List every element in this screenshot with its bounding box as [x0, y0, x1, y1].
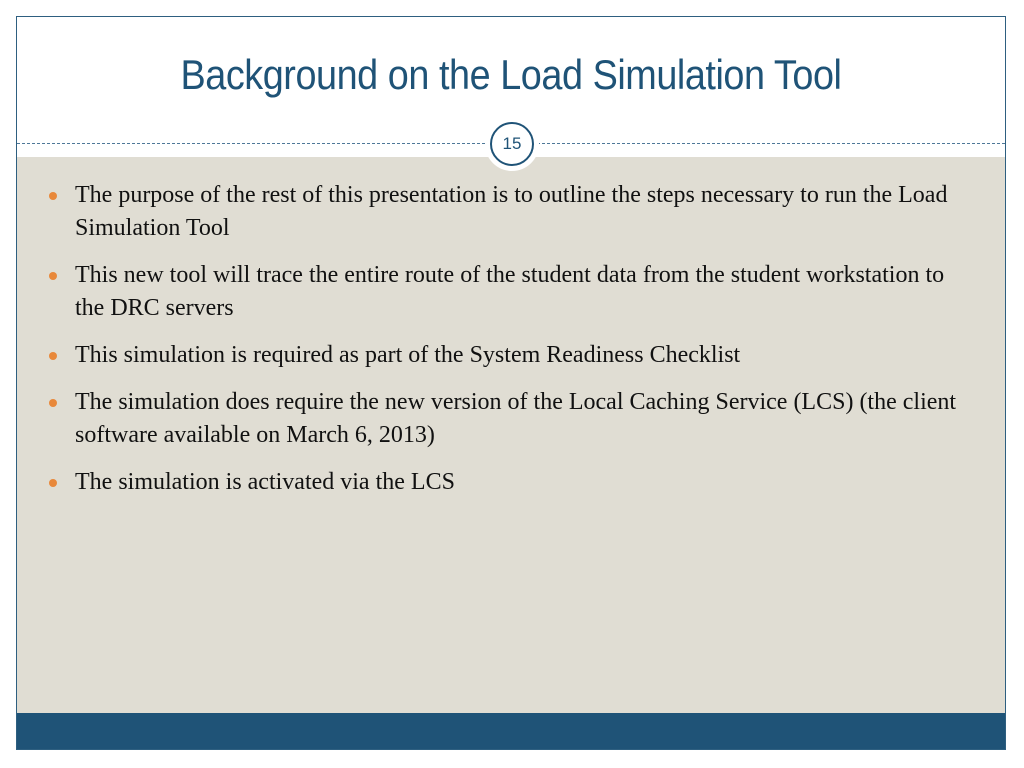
- bullet-icon: [49, 352, 57, 360]
- bullet-icon: [49, 399, 57, 407]
- bullet-icon: [49, 192, 57, 200]
- bullet-text: The simulation does require the new version of the Local Caching Service (LCS) (the client software available on March 6, 2013): [75, 389, 957, 448]
- footer-bar: [17, 713, 1005, 749]
- bullet-list: [49, 179, 969, 513]
- bullet-icon: [49, 272, 57, 280]
- slide-title: Background on the Load Simulation Tool: [180, 51, 842, 98]
- slide-number-badge: [485, 117, 539, 171]
- bullet-item: [49, 339, 969, 372]
- bullet-text: This new tool will trace the entire route of the student data from the student workstation to the DRC servers: [75, 262, 945, 321]
- bullet-text: The simulation is activated via the LCS: [75, 469, 455, 495]
- bullet-text: The purpose of the rest of this presentation is to outline the steps necessary to run the Load Simulation Tool: [75, 182, 948, 241]
- bullet-item: [49, 259, 969, 325]
- bullet-text: This simulation is required as part of the System Readiness Checklist: [75, 342, 741, 368]
- slide: [16, 16, 1006, 750]
- bullet-item: [49, 179, 969, 245]
- slide-number: 15: [490, 122, 534, 166]
- bullet-item: [49, 466, 969, 499]
- bullet-item: [49, 386, 969, 452]
- bullet-icon: [49, 479, 57, 487]
